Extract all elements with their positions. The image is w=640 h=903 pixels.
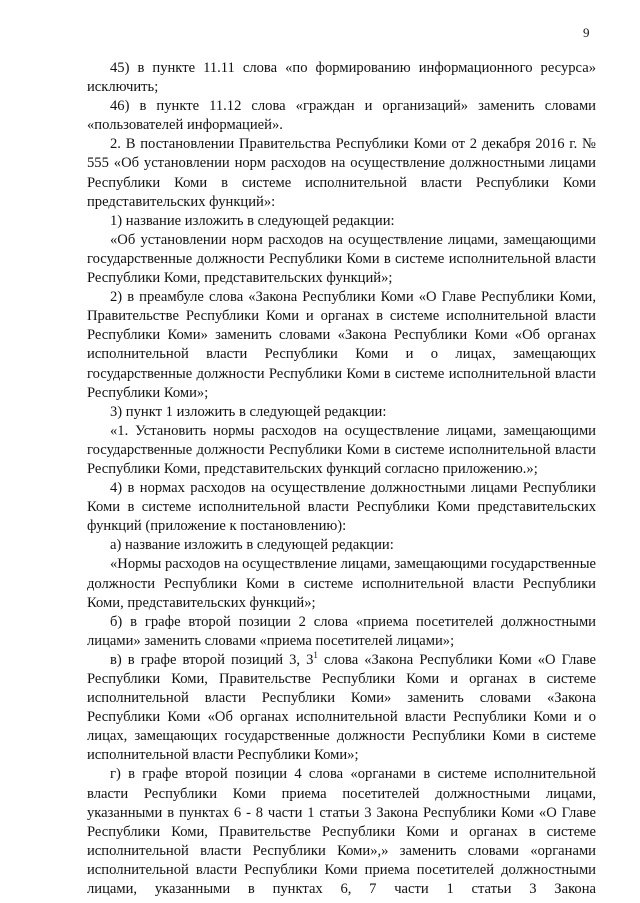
paragraph-sub-1: 1) название изложить в следующей редакции: <box>110 212 395 229</box>
paragraph-sub-v <box>87 651 596 766</box>
paragraph-sub-2: 2) в преамбуле слова «Закона Республики Коми «О Главе Республики Коми, Правительстве Республики Коми и органах в системе исполнительной власти Республики Коми» заменить словами «Закона Республики Коми «Об органах исполнительной власти Республики Коми и о лицах, замещающих государственные должности Республики Коми в системе исполнительной власти Республики Коми»; <box>87 289 596 401</box>
paragraph-sub-3: 3) пункт 1 изложить в следующей редакции: <box>110 403 387 420</box>
paragraph-sub-v-rest: слова «Закона Республики Коми «О Главе Республики Коми, Правительстве Республики Коми и органах в системе исполнительной власти Республики Коми» заменить словами «Закона Республики Коми «Об органах исполнительной власти Республики Коми и о лицах, замещающих государственные должности Республики Коми в системе исполнительной власти Республики Коми»; <box>87 651 596 764</box>
paragraph-sub-4: 4) в нормах расходов на осуществление должностными лицами Республики Коми в системе исполнительной власти Республики Коми представительских функций (приложение к постановлению): <box>87 480 596 535</box>
paragraph-quote-title: «Об установлении норм расходов на осуществление лицами, замещающими государственные должности Республики Коми в системе исполнительной власти Республики Коми, представительских функций»; <box>87 231 596 287</box>
page-number: 9 <box>583 25 590 40</box>
paragraph-sub-b: б) в графе второй позиции 2 слова «приема посетителей должностными лицами» заменить словами «приема посетителей лицами»; <box>87 613 596 649</box>
document-body <box>87 59 596 899</box>
paragraph-sub-g: г) в графе второй позиции 4 слова «органами в системе исполнительной власти Республики Коми приема посетителей должностными лицами, указанными в пунктах 6 - 8 части 1 статьи 3 Закона Республики Коми «О Главе Республики Коми, Правительстве Республики Коми и органах в системе исполнительной власти Республики Коми»,» заменить словами «органами исполнительной власти Республики Коми приема посетителей должностными лицами, указанными в пунктах 6, 7 части 1 статьи 3 Закона <box>87 766 596 898</box>
paragraph-sub-a: а) название изложить в следующей редакции: <box>110 537 394 554</box>
paragraph-quote-point-1: «1. Установить нормы расходов на осуществление лицами, замещающими государственные должности Республики Коми в системе исполнительной власти Республики Коми, представительских функций согласно приложению.»; <box>87 422 596 477</box>
paragraph-quote-norms: «Нормы расходов на осуществление лицами, замещающими государственные должности Республики Коми в системе исполнительной власти Республики Коми, представительских функций»; <box>87 556 596 611</box>
paragraph-45: 45) в пункте 11.11 слова «по формированию информационного ресурса» исключить; <box>87 60 596 96</box>
paragraph-46: 46) в пункте 11.12 слова «граждан и организаций» заменить словами «пользователей информацией». <box>87 98 596 134</box>
paragraph-sub-v-start: в) в графе второй позиций 3, 3 <box>110 651 314 668</box>
superscript-1: 1 <box>313 650 318 661</box>
paragraph-item-2: 2. В постановлении Правительства Республики Коми от 2 декабря 2016 г. № 555 «Об установлении норм расходов на осуществление должностными лицами Республики Коми в системе исполнительной власти Республики Коми представительских функций»: <box>87 136 596 210</box>
